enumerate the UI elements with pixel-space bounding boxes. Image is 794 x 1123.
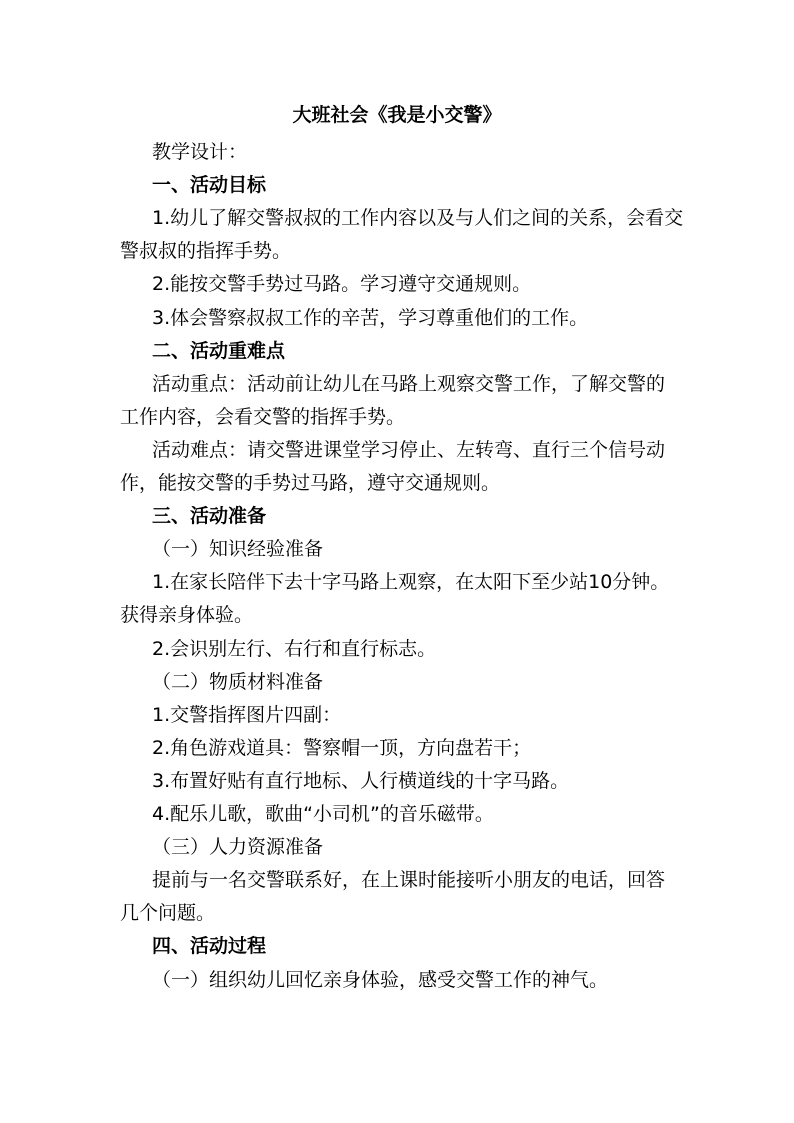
key-point-line-1: 活动重点：活动前让幼儿在马路上观察交警工作，了解交警的 — [152, 373, 666, 395]
difficult-point-line-1: 活动难点：请交警进课堂学习停止、左转弯、直行三个信号动 — [152, 439, 666, 461]
goal-item-1-line-2: 警叔叔的指挥手势。 — [120, 240, 292, 262]
material-item-1: 1.交警指挥图片四副： — [152, 704, 342, 726]
goal-item-2: 2.能按交警手势过马路。学习遵守交通规则。 — [152, 273, 532, 295]
document-title: 大班社会《我是小交警》 — [292, 104, 502, 126]
design-label: 教学设计： — [152, 141, 248, 163]
goal-item-1-line-1: 1.幼儿了解交警叔叔的工作内容以及与人们之间的关系，会看交 — [152, 207, 684, 229]
material-item-3: 3.布置好贴有直行地标、人行横道线的十字马路。 — [152, 770, 570, 792]
section-heading-goals: 一、活动目标 — [152, 174, 267, 196]
subheading-materials: （二）物质材料准备 — [152, 671, 324, 693]
human-resources-line-1: 提前与一名交警联系好，在上课时能接听小朋友的电话，回答 — [152, 869, 666, 891]
material-item-2: 2.角色游戏道具：警察帽一顶，方向盘若干； — [152, 737, 532, 759]
human-resources-line-2: 几个问题。 — [120, 902, 216, 924]
section-heading-process: 四、活动过程 — [152, 935, 267, 957]
knowledge-item-1-line-2: 获得亲身体验。 — [120, 604, 254, 626]
subheading-human-resources: （三）人力资源准备 — [152, 836, 324, 858]
section-heading-key-points: 二、活动重难点 — [152, 340, 286, 362]
difficult-point-line-2: 作，能按交警的手势过马路，遵守交通规则。 — [120, 472, 501, 494]
knowledge-item-1-line-1: 1.在家长陪伴下去十字马路上观察，在太阳下至少站10分钟。 — [152, 571, 670, 593]
material-item-4: 4.配乐儿歌，歌曲“小司机”的音乐磁带。 — [152, 803, 494, 825]
goal-item-3: 3.体会警察叔叔工作的辛苦，学习尊重他们的工作。 — [152, 307, 589, 329]
section-heading-preparation: 三、活动准备 — [152, 505, 267, 527]
subheading-knowledge: （一）知识经验准备 — [152, 538, 324, 560]
key-point-line-2: 工作内容，会看交警的指挥手势。 — [120, 406, 406, 428]
knowledge-item-2: 2.会识别左行、右行和直行标志。 — [152, 638, 437, 660]
process-subheading-1: （一）组织幼儿回忆亲身体验，感受交警工作的神气。 — [152, 969, 609, 991]
